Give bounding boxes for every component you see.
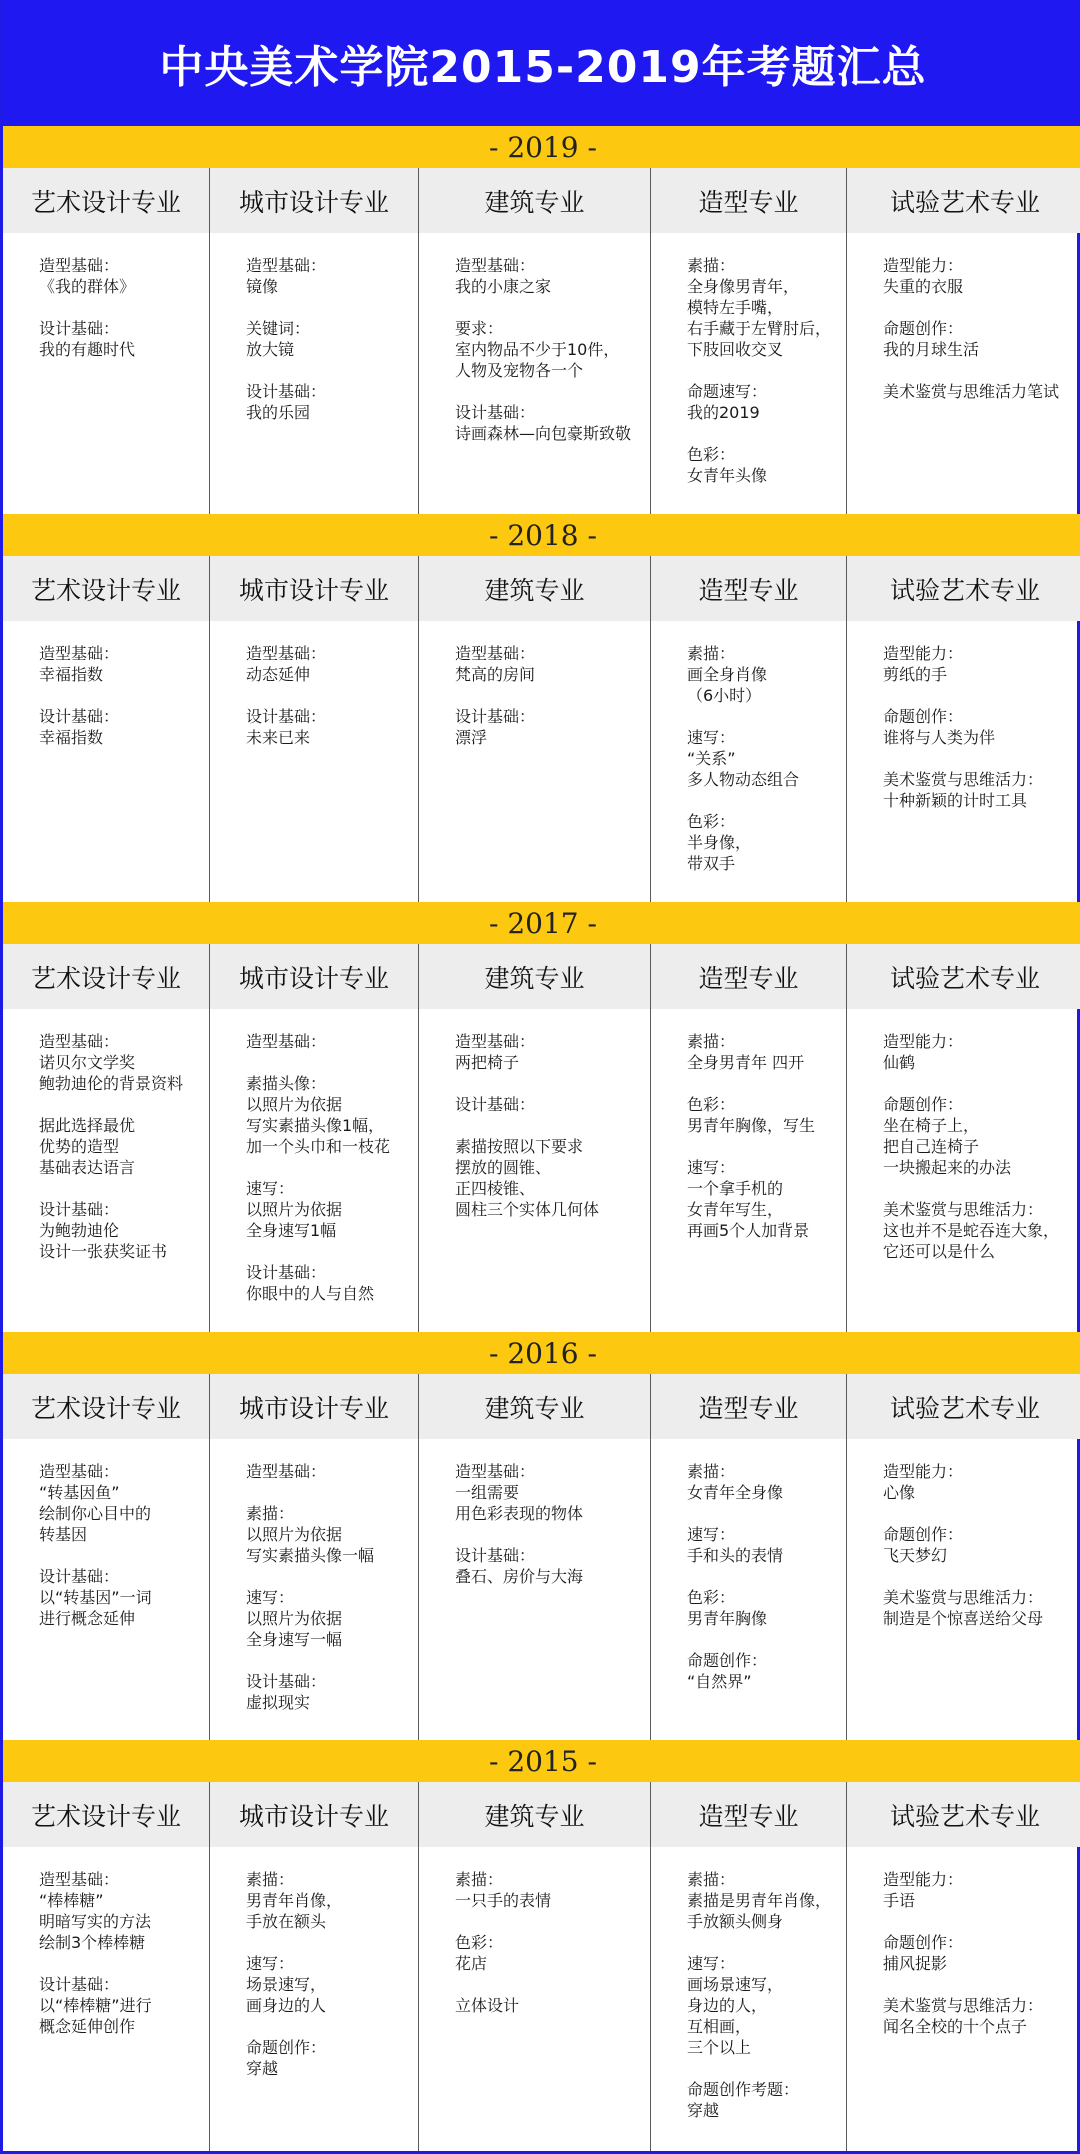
column-architecture [419, 1374, 651, 1740]
exam-topics: 造型基础： 两把椅子 设计基础： 素描按照以下要求 摆放的圆锥、 正四棱锥、 圆柱三个实体几何体 [455, 1032, 600, 1219]
exam-topics: 造型基础： 诺贝尔文学奖 鲍勃迪伦的背景资料 据此选择最优 优势的造型 基础表达语言 设计基础： 为鲍勃迪伦 设计一张获奖证书 [39, 1032, 184, 1261]
exam-topics: 造型基础： 幸福指数 设计基础： 幸福指数 [39, 644, 120, 747]
column-architecture [419, 556, 651, 902]
column-art-design [3, 1374, 210, 1740]
exam-topics: 素描： 男青年肖像， 手放在额头 速写： 场景速写， 画身边的人 命题创作： 穿越 [246, 1870, 343, 2078]
column-fine-art [651, 1374, 847, 1740]
exam-topics: 素描： 全身男青年 四开 色彩： 男青年胸像，写生 速写： 一个拿手机的 女青年写生， 再画5个人加背景 [687, 1032, 816, 1240]
exam-topics: 造型基础： “棒棒糖” 明暗写实的方法 绘制3个棒棒糖 设计基础： 以“棒棒糖”进行 概念延伸创作 [39, 1870, 152, 2036]
exam-topics: 造型能力： 心像 命题创作： 飞天梦幻 美术鉴赏与思维活力： 制造是个惊喜送给父母 [883, 1462, 1044, 1628]
exam-topics: 素描： 全身像男青年， 模特左手嘴， 右手藏于左臂肘后， 下肢回收交叉 命题速写： 我的2019 色彩： 女青年头像 [687, 256, 832, 485]
exam-topics: 造型基础： 动态延伸 设计基础： 未来已来 [246, 644, 327, 747]
column-header: 造型专业 [651, 1374, 846, 1439]
column-header: 试验艺术专业 [847, 944, 1080, 1009]
column-header: 建筑专业 [419, 556, 650, 621]
column-art-design [3, 556, 210, 902]
column-architecture [419, 1782, 651, 2151]
exam-topics: 素描： 画全身肖像 （6小时） 速写： “关系” 多人物动态组合 色彩： 半身像， 带双手 [687, 644, 800, 873]
column-fine-art [651, 556, 847, 902]
exam-topics: 造型基础： 我的小康之家 要求： 室内物品不少于10件， 人物及宠物各一个 设计基础： 诗画森林—向包豪斯致敬 [455, 256, 632, 443]
exam-topics: 造型能力： 剪纸的手 命题创作： 谁将与人类为伴 美术鉴赏与思维活力： 十种新颖的计时工具 [883, 644, 1044, 810]
column-experimental-art [847, 1782, 1080, 2151]
column-header: 造型专业 [651, 944, 846, 1009]
section-2019 [3, 126, 1080, 514]
section-2018 [3, 514, 1080, 902]
column-header: 建筑专业 [419, 944, 650, 1009]
column-header: 试验艺术专业 [847, 556, 1080, 621]
exam-topics: 造型基础： 素描： 以照片为依据 写实素描头像一幅 速写： 以照片为依据 全身速写一幅 设计基础： 虚拟现实 [246, 1462, 375, 1712]
column-header: 试验艺术专业 [847, 1782, 1080, 1847]
column-experimental-art [847, 944, 1080, 1332]
column-experimental-art [847, 556, 1080, 902]
column-header: 艺术设计专业 [3, 944, 209, 1009]
section-2016 [3, 1332, 1080, 1740]
year-banner: - 2018 - [3, 514, 1080, 556]
column-architecture [419, 168, 651, 514]
column-header: 城市设计专业 [210, 168, 418, 233]
column-fine-art [651, 944, 847, 1332]
column-header: 艺术设计专业 [3, 556, 209, 621]
column-urban-design [210, 556, 419, 902]
column-header: 造型专业 [651, 556, 846, 621]
column-art-design [3, 168, 210, 514]
exam-topics: 素描： 一只手的表情 色彩： 花店 立体设计 [455, 1870, 552, 2015]
exam-topics: 造型基础： 素描头像： 以照片为依据 写实素描头像1幅， 加一个头巾和一枝花 速写： 以照片为依据 全身速写1幅 设计基础： 你眼中的人与自然 [246, 1032, 391, 1303]
column-header: 城市设计专业 [210, 1374, 418, 1439]
year-banner: - 2016 - [3, 1332, 1080, 1374]
column-header: 建筑专业 [419, 168, 650, 233]
exam-topics: 造型能力： 手语 命题创作： 捕风捉影 美术鉴赏与思维活力： 闻名全校的十个点子 [883, 1870, 1044, 2036]
exam-topics: 造型基础： “转基因鱼” 绘制你心目中的 转基因 设计基础： 以“转基因”一词 进行概念延伸 [39, 1462, 152, 1628]
column-header: 造型专业 [651, 1782, 846, 1847]
column-art-design [3, 944, 210, 1332]
exam-topics: 造型基础： 梵高的房间 设计基础： 漂浮 [455, 644, 536, 747]
year-banner: - 2019 - [3, 126, 1080, 168]
column-header: 艺术设计专业 [3, 1374, 209, 1439]
column-fine-art [651, 1782, 847, 2151]
exam-topics: 造型能力： 失重的衣服 命题创作： 我的月球生活 美术鉴赏与思维活力笔试 [883, 256, 1060, 401]
column-header: 城市设计专业 [210, 944, 418, 1009]
year-banner: - 2015 - [3, 1740, 1080, 1782]
column-fine-art [651, 168, 847, 514]
column-header: 艺术设计专业 [3, 1782, 209, 1847]
column-header: 艺术设计专业 [3, 168, 209, 233]
column-header: 城市设计专业 [210, 1782, 418, 1847]
column-header: 试验艺术专业 [847, 168, 1080, 233]
exam-topics: 造型能力： 仙鹤 命题创作： 坐在椅子上， 把自己连椅子 一块搬起来的办法 美术鉴赏与思维活力： 这也并不是蛇吞连大象， 它还可以是什么 [883, 1032, 1060, 1261]
section-2017 [3, 902, 1080, 1332]
column-urban-design [210, 944, 419, 1332]
page-title: 中央美术学院2015-2019年考题汇总 [3, 0, 1080, 126]
exam-topics: 造型基础： 一组需要 用色彩表现的物体 设计基础： 叠石、房价与大海 [455, 1462, 584, 1586]
column-urban-design [210, 168, 419, 514]
column-header: 试验艺术专业 [847, 1374, 1080, 1439]
column-experimental-art [847, 168, 1080, 514]
exam-topics: 素描： 女青年全身像 速写： 手和头的表情 色彩： 男青年胸像 命题创作： “自然界” [687, 1462, 784, 1691]
column-urban-design [210, 1782, 419, 2151]
exam-topics: 素描： 素描是男青年肖像， 手放额头侧身 速写： 画场景速写， 身边的人， 互相画， 三个以上 命题创作考题： 穿越 [687, 1870, 832, 2120]
exam-topics: 造型基础： 镜像 关键词： 放大镜 设计基础： 我的乐园 [246, 256, 327, 422]
column-art-design [3, 1782, 210, 2151]
column-header: 城市设计专业 [210, 556, 418, 621]
column-experimental-art [847, 1374, 1080, 1740]
column-header: 建筑专业 [419, 1782, 650, 1847]
year-banner: - 2017 - [3, 902, 1080, 944]
column-urban-design [210, 1374, 419, 1740]
column-header: 造型专业 [651, 168, 846, 233]
exam-topics: 造型基础： 《我的群体》 设计基础： 我的有趣时代 [39, 256, 136, 359]
column-architecture [419, 944, 651, 1332]
section-2015 [3, 1740, 1080, 2151]
column-header: 建筑专业 [419, 1374, 650, 1439]
